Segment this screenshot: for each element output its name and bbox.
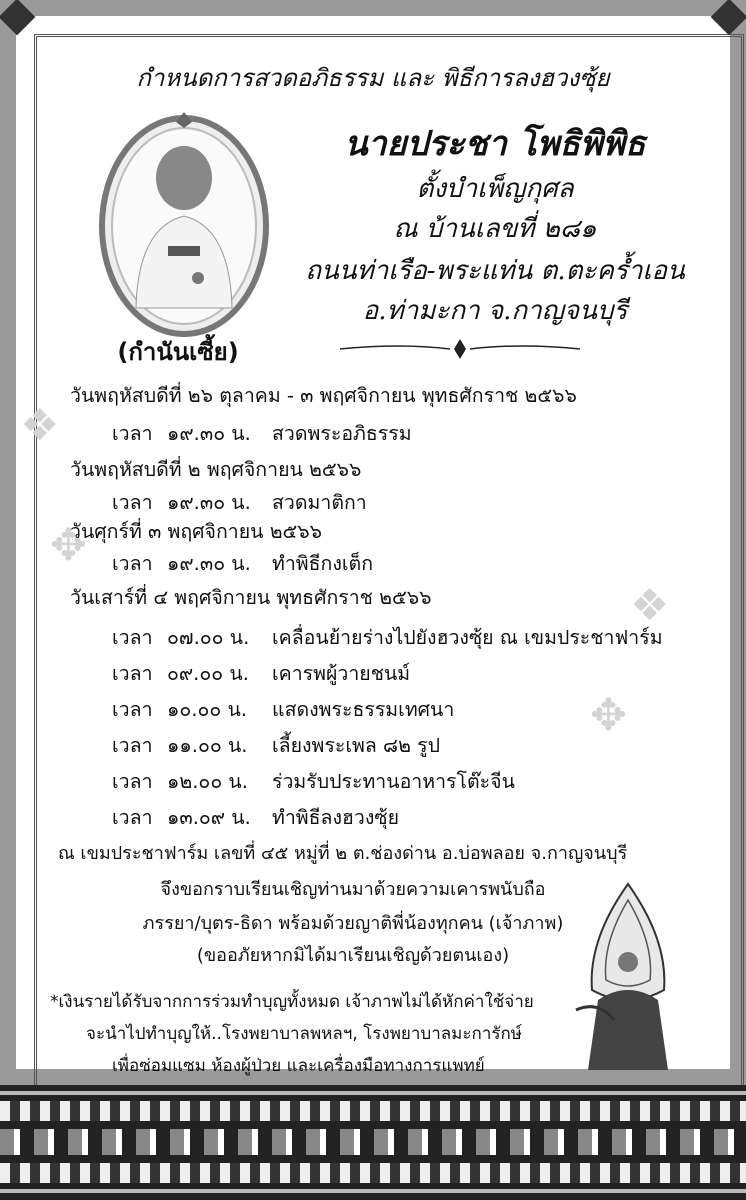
schedule-item [112, 766, 515, 797]
schedule-item [112, 802, 399, 833]
background-ornament: ❖ [630, 580, 670, 631]
schedule-item [112, 487, 367, 518]
event-text: สวดมาติกา [272, 491, 367, 514]
time-value: ๑๙.๓๐ น. [167, 422, 251, 445]
time-label: เวลา [112, 698, 153, 721]
event-text: เคารพผู้วายชนม์ [272, 662, 411, 685]
schedule-item [112, 418, 412, 449]
bottom-pattern-band [0, 1085, 746, 1200]
address-line: ตั้งบำเพ็ญกุศล [416, 174, 574, 204]
time-value: ๑๙.๓๐ น. [167, 552, 251, 575]
event-text: เลี้ยงพระเพล ๘๒ รูป [272, 734, 440, 757]
time-label: เวลา [112, 626, 153, 649]
event-text: สวดพระอภิธรรม [272, 422, 412, 445]
address-line: ถนนท่าเรือ-พระแท่น ต.ตะคร้ำเอน [305, 256, 685, 286]
donation-note: จะนำไปทำบุญให้..โรงพยาบาลพหลฯ, โรงพยาบาลมะการักษ์ [86, 1024, 522, 1044]
schedule-item [112, 548, 373, 579]
schedule-day: วันพฤหัสบดีที่ ๒๖ ตุลาคม - ๓ พฤศจิกายน พุทธศักราช ๒๕๖๖ [70, 384, 577, 407]
time-value: ๑๐.๐๐ น. [167, 698, 248, 721]
invitation-line: ภรรยา/บุตร-ธิดา พร้อมด้วยญาติพี่น้องทุกคน (เจ้าภาพ) [142, 913, 564, 934]
time-value: ๑๓.๐๙ น. [167, 806, 251, 829]
time-label: เวลา [112, 734, 153, 757]
donation-note: เพื่อซ่อมแซม ห้องผู้ป่วย และเครื่องมือทางการแพทย์ [112, 1056, 485, 1076]
ceremony-title: กำหนดการสวดอภิธรรม และ พิธีการลงฮวงซุ้ย [136, 64, 610, 92]
event-text: ทำพิธีกงเต็ก [272, 552, 374, 575]
nickname: (กำนันเซี้ย) [117, 338, 239, 366]
time-label: เวลา [112, 662, 153, 685]
time-value: ๑๒.๐๐ น. [167, 770, 248, 793]
background-ornament: ✥ [50, 520, 87, 571]
event-text: ทำพิธีลงฮวงซุ้ย [272, 806, 400, 829]
invitation-line: จึงขอกราบเรียนเชิญท่านมาด้วยความเคารพนับถือ [160, 879, 546, 900]
donation-note: *เงินรายได้รับจากการร่วมทำบุญทั้งหมด เจ้าภาพไม่ได้หักค่าใช้จ่าย [50, 992, 534, 1012]
time-label: เวลา [112, 552, 153, 575]
time-value: ๐๗.๐๐ น. [167, 626, 250, 649]
time-label: เวลา [112, 422, 153, 445]
schedule-day: วันเสาร์ที่ ๔ พฤศจิกายน พุทธศักราช ๒๕๖๖ [70, 586, 432, 609]
event-text: แสดงพระธรรมเทศนา [272, 698, 455, 721]
ceremony-location: ณ เขมประชาฟาร์ม เลขที่ ๔๕ หมู่ที่ ๒ ต.ช่องด่าน อ.บ่อพลอย จ.กาญจนบุรี [58, 843, 628, 864]
address-line: ณ บ้านเลขที่ ๒๘๑ [393, 214, 597, 244]
schedule-day: วันพฤหัสบดีที่ ๒ พฤศจิกายน ๒๕๖๖ [70, 458, 362, 481]
invitation-line: (ขออภัยหากมิได้มาเรียนเชิญด้วยตนเอง) [196, 945, 510, 966]
thai-angel-illustration [568, 880, 688, 1080]
schedule-day: วันศุกร์ที่ ๓ พฤศจิกายน ๒๕๖๖ [70, 520, 323, 543]
time-label: เวลา [112, 770, 153, 793]
schedule-item [112, 694, 454, 725]
event-text: เคลื่อนย้ายร่างไปยังฮวงซุ้ย ณ เขมประชาฟาร์ม [272, 626, 663, 649]
schedule-item [112, 658, 410, 689]
time-value: ๐๙.๐๐ น. [167, 662, 249, 685]
time-value: ๑๙.๓๐ น. [167, 491, 251, 514]
time-label: เวลา [112, 806, 153, 829]
background-ornament: ❖ [20, 400, 60, 451]
background-ornament: ✥ [590, 690, 627, 741]
address-line: อ.ท่ามะกา จ.กาญจนบุรี [362, 296, 628, 326]
time-value: ๑๑.๐๐ น. [167, 734, 248, 757]
schedule-item [112, 622, 663, 653]
time-label: เวลา [112, 491, 153, 514]
schedule-item [112, 730, 440, 761]
deceased-name: นายประชา โพธิพิพิธ [344, 124, 646, 164]
event-text: ร่วมรับประทานอาหารโต๊ะจีน [272, 770, 515, 793]
portrait-photo [98, 108, 270, 338]
flourish-divider [340, 335, 580, 365]
